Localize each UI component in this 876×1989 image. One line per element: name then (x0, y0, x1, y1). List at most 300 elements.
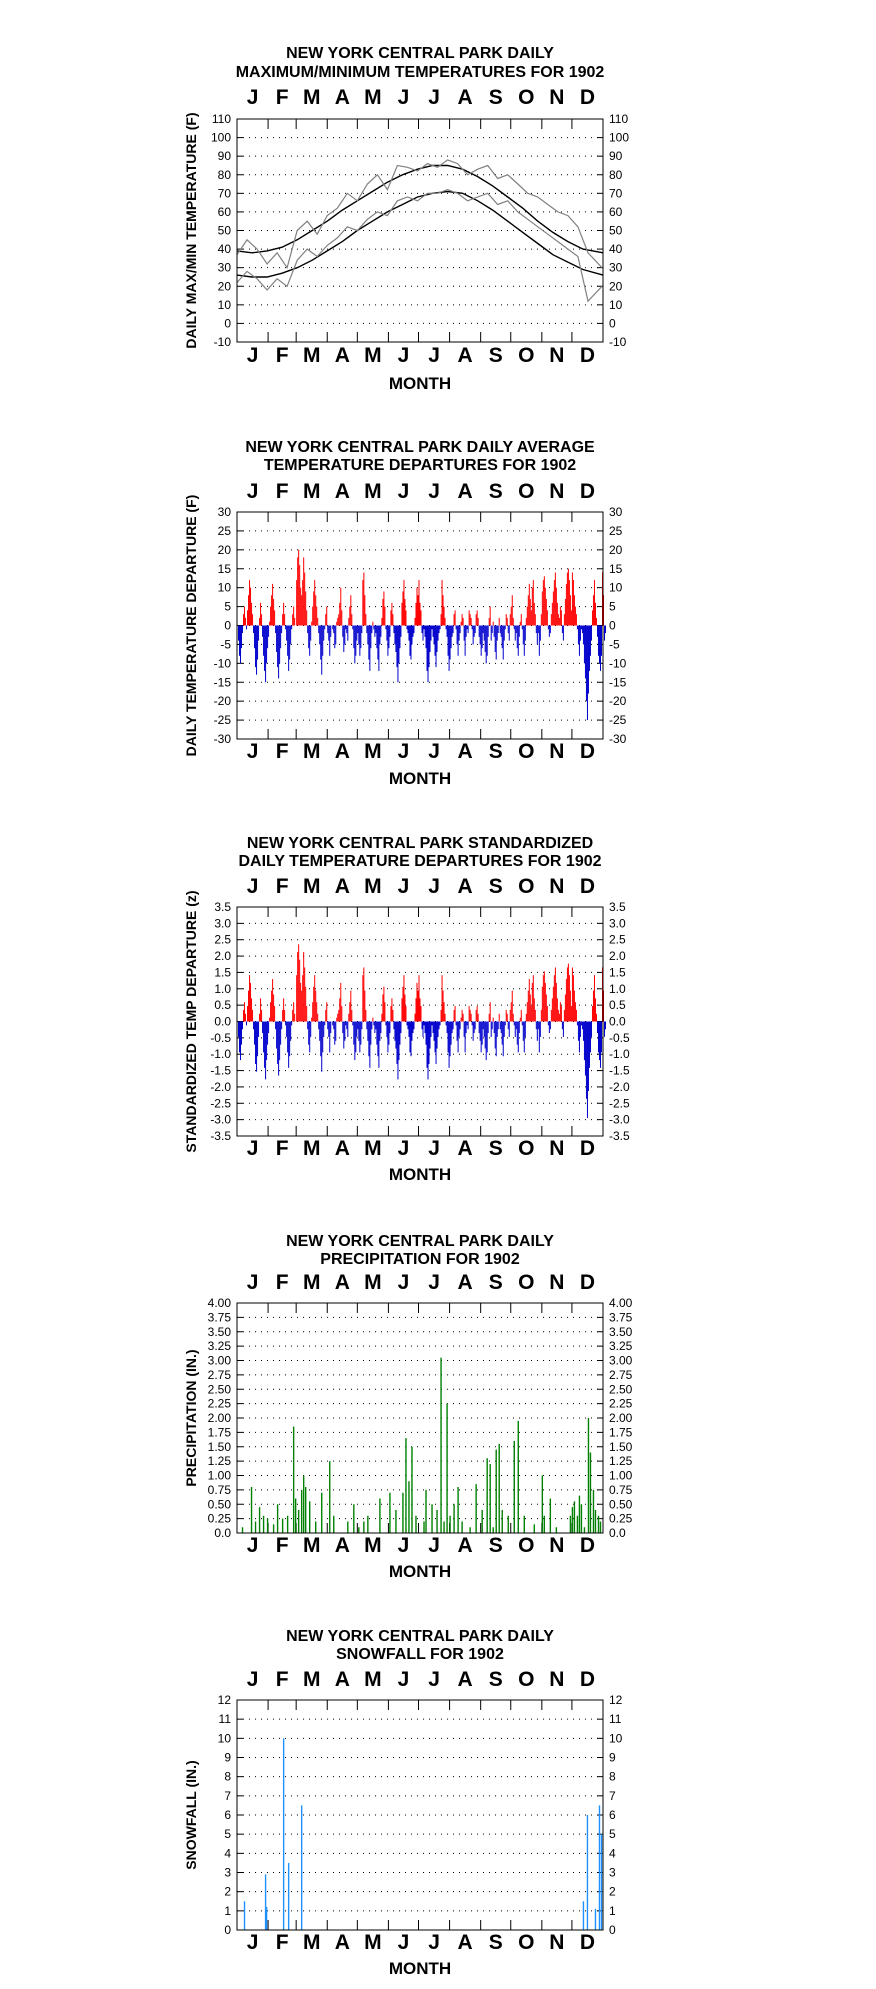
departure-bar (264, 1022, 265, 1068)
departure-bar (362, 580, 363, 625)
departure-bar (484, 626, 485, 641)
departure-bar (392, 1010, 393, 1022)
y-axis-label: DAILY MAX/MIN TEMPERATURE (F) (183, 112, 199, 349)
departure-bar (548, 626, 549, 630)
departure-bar (439, 1022, 440, 1030)
departure-bar (424, 1022, 425, 1026)
departure-bar (605, 626, 606, 634)
departure-bar (259, 618, 260, 626)
departure-bar (300, 983, 301, 1022)
month-label-bottom: A (457, 344, 473, 367)
departure-bar (424, 626, 425, 630)
departure-bar (405, 610, 406, 625)
departure-bar (589, 1022, 590, 1068)
departure-bar (555, 967, 556, 1021)
departure-bar (527, 607, 528, 626)
departure-bar (474, 626, 475, 637)
departure-bar (419, 603, 420, 626)
y-axis-label: SNOWFALL (IN.) (183, 1760, 199, 1870)
departure-bar (514, 1022, 515, 1026)
y-tick-label-left: 25 (217, 523, 231, 538)
month-label-top: S (488, 480, 503, 503)
y-tick-label-right: 1.0 (609, 981, 626, 996)
departure-bar (571, 610, 572, 625)
month-label-top: J (246, 480, 259, 503)
month-label-top: N (549, 1271, 565, 1294)
departure-bar (510, 614, 511, 625)
departure-bar (471, 1014, 472, 1022)
departure-bar (281, 1022, 282, 1030)
departure-bar (556, 983, 557, 1022)
y-tick-label-right: 3.0 (609, 916, 626, 931)
departure-bar (261, 1010, 262, 1022)
y-tick-label-right: 1.75 (609, 1425, 633, 1440)
departure-bar (568, 964, 569, 1022)
chart-title-line: NEW YORK CENTRAL PARK DAILY AVERAGE (245, 439, 595, 456)
month-label-top: M (302, 86, 321, 109)
x-axis-label: MONTH (388, 769, 452, 788)
departure-bar (449, 1022, 450, 1068)
departure-bar (538, 1022, 539, 1030)
departure-bar (486, 1022, 487, 1061)
departure-bar (408, 1022, 409, 1037)
y-tick-label-left: -3.0 (210, 1112, 231, 1127)
departure-bar (270, 1002, 271, 1021)
y-tick-label-right: -3.5 (609, 1129, 630, 1143)
month-label-top: D (579, 1668, 596, 1691)
chart-title-line: NEW YORK CENTRAL PARK DAILY (286, 1628, 554, 1645)
departure-bar (325, 614, 326, 625)
departure-bar (276, 1022, 277, 1049)
departure-bar (241, 1022, 242, 1045)
departure-bar (468, 1022, 469, 1030)
departure-bar (262, 626, 263, 637)
departure-bar (273, 599, 274, 625)
departure-bar (535, 614, 536, 625)
departure-bar (422, 1022, 423, 1030)
departure-bar (496, 1022, 497, 1057)
departure-bar (442, 580, 443, 625)
departure-bar (411, 626, 412, 645)
departure-bar (286, 626, 287, 641)
y-tick-label-left: 6 (224, 1808, 231, 1822)
y-tick-label-right: 2.00 (609, 1411, 633, 1425)
departure-bar (475, 626, 476, 634)
departure-bar (422, 626, 423, 634)
departure-bar (566, 584, 567, 626)
departure-bar (403, 975, 404, 1021)
departure-bar (480, 626, 481, 645)
departure-bar (520, 1018, 521, 1022)
departure-bar (454, 614, 455, 625)
departure-bar (576, 614, 577, 625)
y-tick-label-left: 4.00 (207, 1296, 231, 1310)
month-label-bottom: J (397, 740, 410, 763)
departure-bar (404, 994, 405, 1021)
y-tick-label-left: 0.50 (207, 1497, 231, 1512)
departure-bar (474, 1022, 475, 1034)
departure-bar (560, 607, 561, 626)
departure-bar (574, 595, 575, 625)
departure-bar (395, 1022, 396, 1049)
departure-bar (468, 626, 469, 634)
departure-bar (434, 1022, 435, 1041)
departure-bar (425, 626, 426, 637)
departure-bar (411, 1022, 412, 1041)
month-label-bottom: D (579, 1534, 596, 1557)
month-label-bottom: N (549, 1137, 565, 1160)
departure-bar (464, 1022, 465, 1037)
chart-title-line: NEW YORK CENTRAL PARK DAILY (286, 45, 554, 62)
departure-bar (259, 1014, 260, 1022)
departure-bar (489, 1014, 490, 1022)
month-label-top: F (275, 1271, 289, 1294)
departure-bar (321, 1022, 322, 1072)
departure-bar (460, 626, 461, 634)
departure-bar (509, 626, 510, 641)
month-label-top: M (302, 1668, 321, 1691)
departure-bar (587, 626, 588, 721)
departure-bar (312, 1002, 313, 1021)
departure-bar (329, 1022, 330, 1053)
departure-bar (526, 618, 527, 626)
departure-bar (266, 626, 267, 664)
departure-bar (321, 626, 322, 675)
departure-bar (531, 610, 532, 625)
departure-bar (494, 1022, 495, 1034)
departure-bar (553, 987, 554, 1022)
month-label-top: D (579, 1271, 596, 1294)
departure-bar (430, 1022, 431, 1049)
departure-bar (595, 603, 596, 626)
month-label-top: M (302, 480, 321, 503)
series-line-observed-minimum (237, 190, 602, 302)
departure-bar (243, 614, 244, 625)
departure-bar (482, 626, 483, 649)
departure-bar (583, 1022, 584, 1041)
departure-bar (336, 622, 337, 626)
departure-bar (289, 1022, 290, 1057)
departure-bar (529, 979, 530, 1021)
departure-bar (572, 967, 573, 1021)
departure-bar (361, 1022, 362, 1030)
month-label-top: A (334, 86, 350, 109)
y-tick-label-right: 1.00 (609, 1468, 633, 1483)
y-tick-label-right: 9 (609, 1750, 616, 1765)
departure-bar (466, 626, 467, 637)
y-tick-label-left: 9 (224, 1750, 231, 1765)
departure-bar (433, 1022, 434, 1034)
y-tick-label-right: 30 (609, 505, 623, 519)
y-tick-label-left: 0 (224, 618, 231, 633)
departure-bar (486, 626, 487, 664)
departure-bar (366, 1022, 367, 1030)
departure-bar (378, 1022, 379, 1068)
month-label-top: J (397, 1668, 410, 1691)
departure-bar (297, 557, 298, 625)
y-tick-label-left: 60 (217, 204, 231, 219)
departure-bar (350, 595, 351, 625)
y-tick-label-right: 8 (609, 1769, 616, 1784)
departure-bar (593, 595, 594, 625)
month-label-top: J (246, 86, 259, 109)
departure-bar (242, 1022, 243, 1030)
departure-bar (390, 1006, 391, 1021)
departure-bar (506, 1010, 507, 1022)
y-tick-label-left: 4 (224, 1846, 231, 1861)
y-tick-label-right: 7 (609, 1788, 616, 1803)
departure-bar (338, 1010, 339, 1022)
y-tick-label-right: 0.5 (609, 998, 626, 1013)
y-tick-label-left: 3 (224, 1865, 231, 1880)
departure-bar (314, 580, 315, 625)
departure-bar (294, 1014, 295, 1022)
departure-bar (588, 1022, 589, 1091)
departure-bar (283, 603, 284, 626)
departure-bar (324, 1022, 325, 1026)
departure-bar (308, 1022, 309, 1045)
departure-bar (394, 1022, 395, 1041)
departure-bar (282, 614, 283, 625)
departure-bar (304, 573, 305, 626)
departure-bar (367, 1022, 368, 1041)
month-label-top: N (549, 1668, 565, 1691)
y-tick-label-left: 10 (217, 297, 231, 312)
y-tick-label-right: 80 (609, 167, 623, 182)
departure-bar (348, 1014, 349, 1022)
y-tick-label-left: 1.25 (207, 1454, 231, 1469)
departure-bar (505, 1022, 506, 1026)
chart-maxmin (183, 45, 629, 393)
departure-bar (510, 1010, 511, 1022)
departure-bar (472, 1022, 473, 1026)
departure-bar (396, 626, 397, 668)
y-tick-label-left: 2.00 (207, 1411, 231, 1425)
month-label-bottom: M (302, 1534, 321, 1557)
departure-bar (238, 1022, 239, 1037)
departure-bar (395, 626, 396, 652)
departure-bar (327, 1022, 328, 1030)
departure-bar (384, 1002, 385, 1021)
departure-bar (524, 626, 525, 656)
month-label-bottom: D (579, 344, 596, 367)
departure-bar (465, 626, 466, 656)
departure-bar (308, 626, 309, 649)
departure-bar (590, 626, 591, 656)
y-tick-label-left: 2 (224, 1884, 231, 1899)
departure-bar (333, 1022, 334, 1030)
y-tick-label-left: 0.25 (207, 1511, 231, 1526)
month-label-top: J (397, 875, 410, 898)
departure-bar (377, 626, 378, 660)
departure-bar (367, 626, 368, 645)
departure-bar (306, 1006, 307, 1021)
departure-bar (488, 1022, 489, 1034)
chart-title-line: NEW YORK CENTRAL PARK STANDARDIZED (246, 835, 594, 852)
departure-bar (529, 584, 530, 626)
departure-bar (380, 1022, 381, 1034)
departure-bar (431, 1022, 432, 1037)
departure-bar (597, 1022, 598, 1034)
departure-bar (436, 1022, 437, 1064)
departure-bar (585, 626, 586, 679)
departure-bar (478, 1014, 479, 1022)
departure-bar (433, 626, 434, 637)
departure-bar (446, 1022, 447, 1026)
departure-bar (533, 975, 534, 1021)
departure-bar (477, 1006, 478, 1021)
departure-bar (402, 591, 403, 625)
departure-bar (535, 1010, 536, 1022)
departure-bar (501, 626, 502, 637)
month-label-bottom: J (428, 344, 440, 367)
departure-bar (269, 1018, 270, 1022)
month-label-bottom: F (275, 740, 289, 763)
y-tick-label-left: -10 (213, 335, 231, 349)
departure-bar (415, 998, 416, 1021)
departure-bar (286, 1022, 287, 1037)
departure-bar (490, 1002, 491, 1021)
x-axis-label: MONTH (388, 1959, 452, 1978)
departure-bar (384, 607, 385, 626)
month-label-bottom: J (246, 740, 259, 763)
y-tick-label-right: 3.50 (609, 1324, 633, 1339)
departure-bar (246, 626, 247, 630)
departure-bar (515, 1022, 516, 1037)
month-label-top: A (457, 1668, 473, 1691)
departure-bar (413, 626, 414, 634)
departure-bar (249, 580, 250, 625)
month-label-top: J (428, 1668, 440, 1691)
departure-bar (407, 626, 408, 634)
departure-bar (352, 1022, 353, 1026)
departure-bar (337, 618, 338, 626)
departure-bar (604, 626, 605, 641)
departure-bar (492, 626, 493, 634)
departure-bar (550, 626, 551, 634)
departure-bar (360, 1022, 361, 1045)
departure-bar (324, 626, 325, 630)
departure-bar (541, 614, 542, 625)
y-axis-label: STANDARDIZED TEMP DEPARTURE (z) (183, 890, 199, 1153)
departure-bar (296, 580, 297, 625)
departure-bar (454, 1010, 455, 1022)
departure-bar (301, 595, 302, 625)
departure-bar (255, 626, 256, 668)
departure-bar (502, 1022, 503, 1045)
y-tick-label-right: -0.5 (609, 1030, 630, 1045)
departure-bar (416, 588, 417, 626)
departure-bar (269, 622, 270, 626)
departure-bar (563, 1022, 564, 1037)
y-tick-label-left: 0 (224, 316, 231, 331)
departure-bar (385, 626, 386, 630)
departure-bar (463, 1014, 464, 1022)
departure-bar (284, 614, 285, 625)
departure-bar (534, 603, 535, 626)
departure-bar (421, 1006, 422, 1021)
departure-bar (596, 618, 597, 626)
y-tick-label-right: 30 (609, 260, 623, 275)
departure-bar (503, 626, 504, 660)
y-axis-label: PRECIPITATION (IN.) (183, 1349, 199, 1487)
departure-bar (386, 626, 387, 641)
departure-bar (423, 626, 424, 641)
departure-bar (479, 1022, 480, 1034)
y-tick-label-right: 5 (609, 599, 616, 614)
departure-bar (547, 610, 548, 625)
month-label-top: J (246, 875, 259, 898)
departure-bar (251, 998, 252, 1021)
y-tick-label-right: 10 (609, 580, 623, 595)
departure-bar (584, 626, 585, 664)
departure-bar (270, 607, 271, 626)
departure-bar (360, 626, 361, 649)
departure-bar (545, 588, 546, 626)
departure-bar (371, 626, 372, 634)
series-line-normal-maximum (237, 166, 603, 253)
departure-bar (394, 626, 395, 645)
departure-bar (500, 1022, 501, 1030)
month-label-top: N (549, 875, 565, 898)
month-label-bottom: A (457, 1534, 473, 1557)
departure-bar (432, 1022, 433, 1026)
departure-bar (389, 1022, 390, 1034)
departure-bar (596, 1014, 597, 1022)
departure-bar (341, 610, 342, 625)
departure-bar (332, 626, 333, 630)
departure-bar (291, 626, 292, 630)
month-label-top: A (334, 480, 350, 503)
departure-bar (517, 1022, 518, 1045)
y-tick-label-right: -20 (609, 694, 627, 709)
month-label-top: A (457, 86, 473, 109)
y-tick-label-right: 15 (609, 561, 623, 576)
departure-bar (557, 603, 558, 626)
month-label-top: O (518, 86, 535, 109)
departure-bar (275, 626, 276, 634)
departure-bar (419, 998, 420, 1021)
departure-bar (292, 614, 293, 625)
month-label-bottom: S (488, 1137, 503, 1160)
departure-bar (296, 975, 297, 1021)
y-tick-label-right: 6 (609, 1808, 616, 1822)
departure-bar (277, 626, 278, 668)
y-tick-label-right: 1.25 (609, 1454, 633, 1469)
chart-title-line: PRECIPITATION FOR 1902 (320, 1251, 520, 1268)
departure-bar (563, 626, 564, 641)
y-tick-label-right: 70 (609, 186, 623, 201)
month-label-top: O (518, 1271, 535, 1294)
departure-bar (509, 1022, 510, 1037)
series-line-observed-maximum (237, 160, 602, 268)
departure-bar (481, 1022, 482, 1053)
departure-bar (303, 557, 304, 625)
departure-bar (346, 1022, 347, 1030)
departure-bar (338, 614, 339, 625)
departure-bar (374, 1022, 375, 1034)
month-label-bottom: A (457, 740, 473, 763)
departure-bar (354, 626, 355, 664)
departure-bar (533, 580, 534, 625)
departure-bar (407, 1022, 408, 1030)
departure-bar (467, 1022, 468, 1026)
departure-bar (559, 618, 560, 626)
departure-bar (292, 1010, 293, 1022)
month-label-bottom: A (334, 1931, 350, 1954)
y-tick-label-right: 25 (609, 523, 623, 538)
departure-bar (523, 626, 524, 645)
